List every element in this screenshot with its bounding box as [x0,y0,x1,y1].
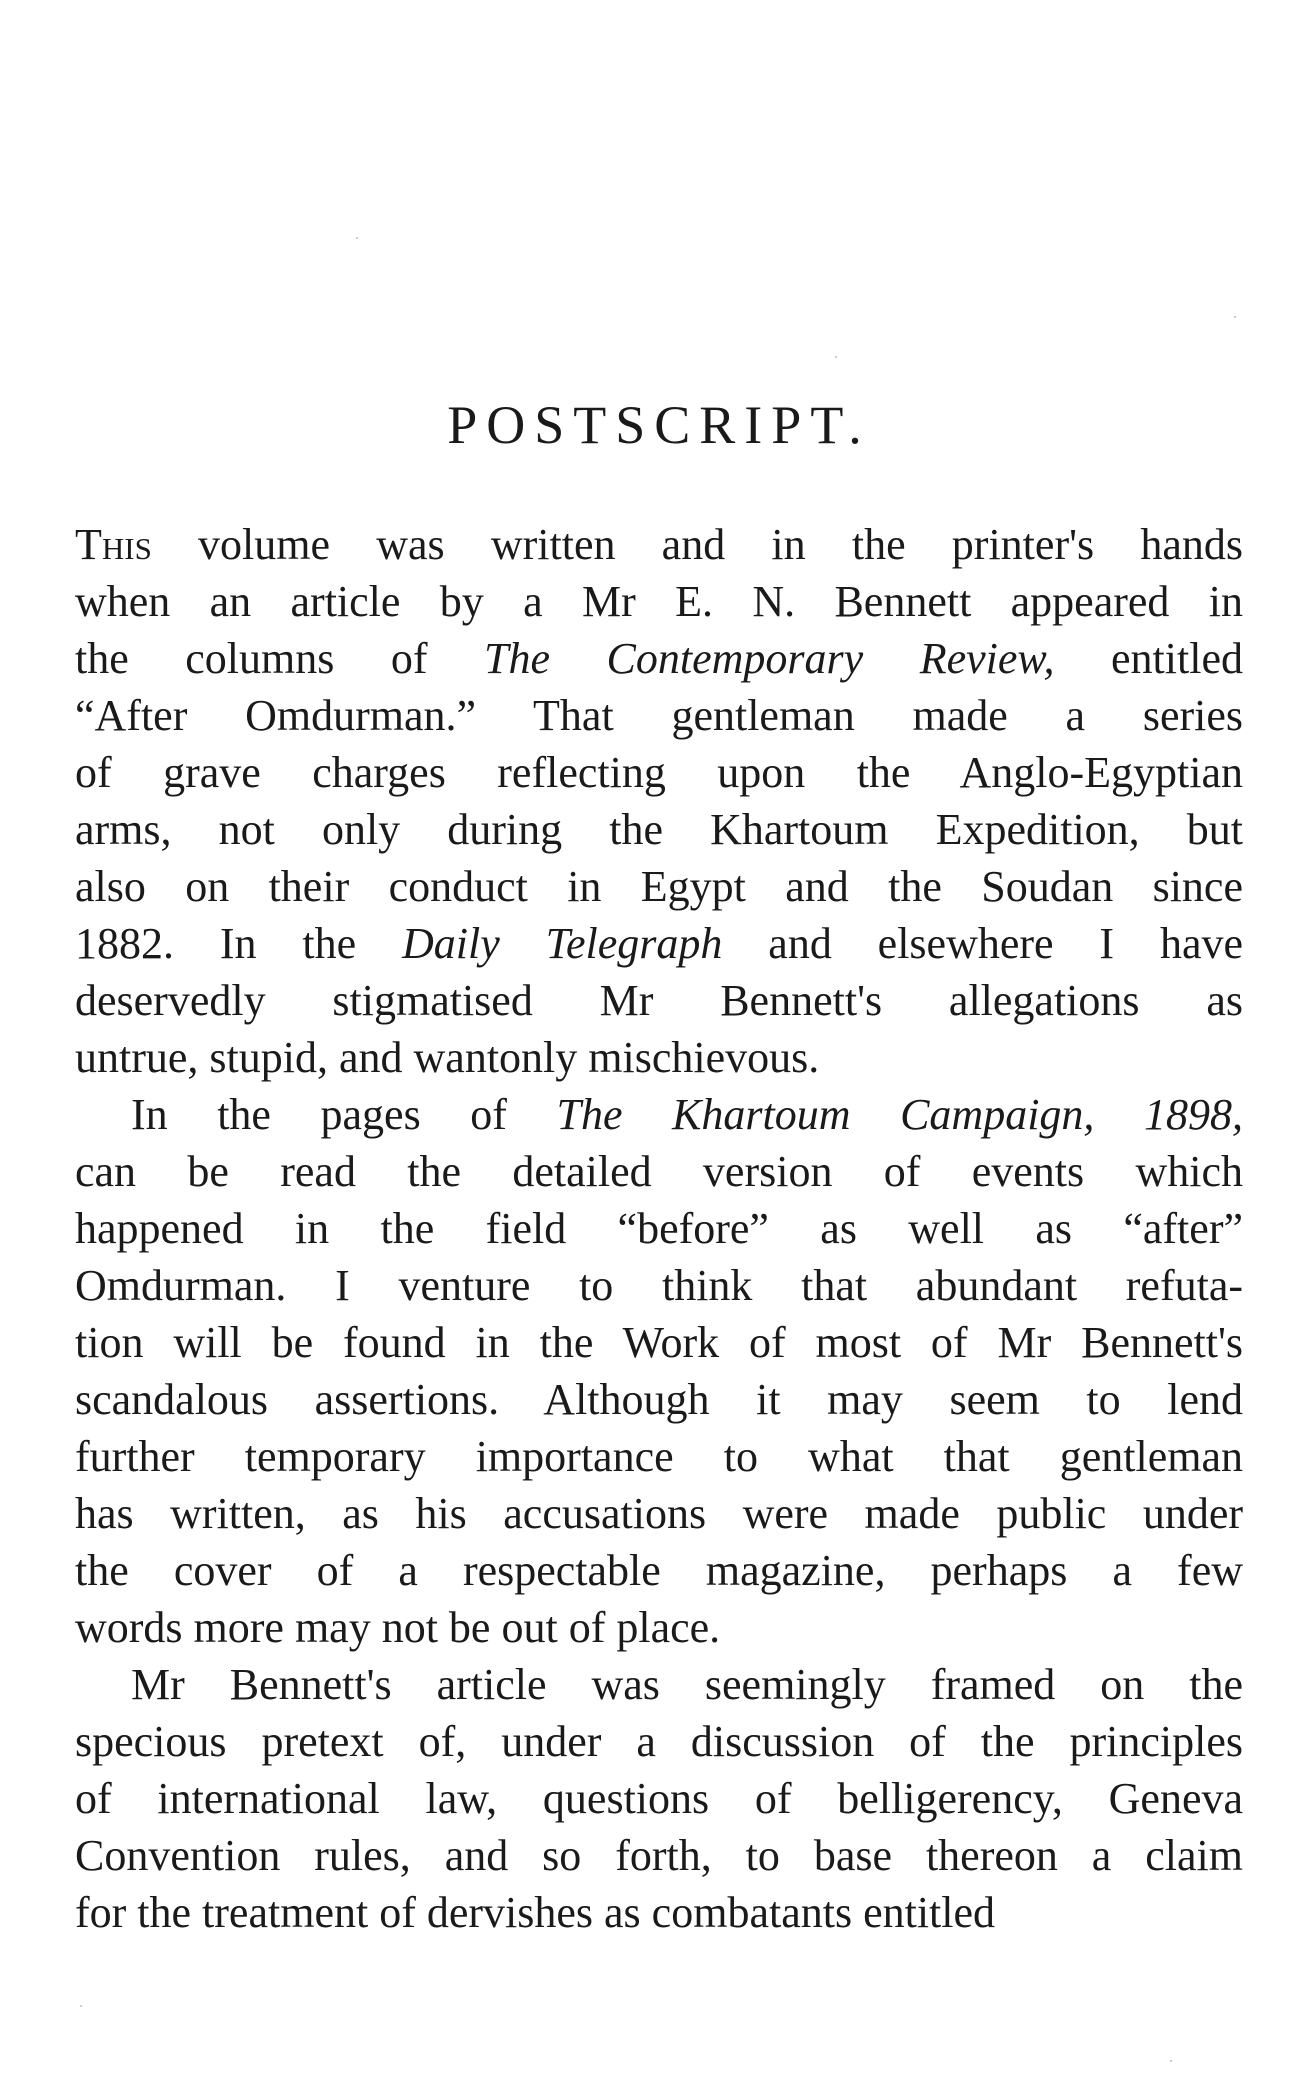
text-segment: also on their conduct in Egypt and the Soudan since [75,862,1243,911]
text-segment: Omdurman. I venture to think that abundant refuta- [75,1261,1243,1310]
page-title: POSTSCRIPT. [447,395,871,455]
text-segment: This [75,520,152,569]
text-segment: words more may not be out of place. [75,1603,721,1652]
text-segment: tion will be found in the Work of most of Mr Bennett's [75,1318,1243,1367]
text-line [75,1029,1243,1086]
text-segment: of international law, questions of belligerency, Geneva [75,1774,1243,1823]
text-line [75,1428,1243,1485]
text-line [75,1884,1243,1941]
text-line [75,1314,1243,1371]
text-segment: specious pretext of, under a discussion of the principles [75,1717,1243,1766]
text-line [75,516,1243,573]
text-segment: for the treatment of dervishes as combatants entitled [75,1888,996,1937]
text-line [75,1542,1243,1599]
text-line [75,1656,1243,1713]
paragraph [75,516,1243,1086]
paragraph [75,1656,1243,1941]
text-segment: the cover of a respectable magazine, perhaps a few [75,1546,1243,1595]
text-line [75,972,1243,1029]
text-line [75,1713,1243,1770]
text-segment: “After Omdurman.” That gentleman made a series [75,691,1243,740]
text-line [75,1371,1243,1428]
text-segment: the columns of [75,634,485,683]
text-segment: of grave charges reflecting upon the Anglo-Egyptian [75,748,1243,797]
text-line [75,1827,1243,1884]
text-line [75,1485,1243,1542]
body-text [75,516,1243,1941]
text-line [75,1770,1243,1827]
text-line [75,1200,1243,1257]
text-segment: has written, as his accusations were made public under [75,1489,1243,1538]
text-line [75,1143,1243,1200]
text-segment: Convention rules, and so forth, to base thereon a claim [75,1831,1243,1880]
document-page [75,0,1243,2099]
text-segment: Mr Bennett's article was seemingly framed on the [131,1660,1243,1709]
text-line [75,744,1243,801]
text-segment: In the pages of [131,1090,557,1139]
text-segment: The Khartoum Campaign, 1898, [556,1090,1243,1139]
text-segment: entitled [1054,634,1243,683]
text-line [75,801,1243,858]
text-segment: 1882. In the [75,919,402,968]
text-segment: Daily Telegraph [401,919,723,968]
text-segment: can be read the detailed version of events which [75,1147,1243,1196]
paragraph [75,1086,1243,1656]
text-segment: when an article by a Mr E. N. Bennett appeared in [75,577,1243,626]
text-line [75,1599,1243,1656]
text-segment: volume was written and in the printer's hands [151,520,1243,569]
text-segment: and elsewhere I have [722,919,1243,968]
text-line [75,1086,1243,1143]
text-segment: scandalous assertions. Although it may seem to lend [75,1375,1243,1424]
text-segment: deservedly stigmatised Mr Bennett's allegations as [75,976,1243,1025]
text-line [75,915,1243,972]
text-segment: untrue, stupid, and wantonly mischievous. [75,1033,820,1082]
text-line [75,573,1243,630]
text-segment: further temporary importance to what that gentleman [75,1432,1243,1481]
text-line [75,687,1243,744]
text-line [75,630,1243,687]
text-segment: The Contemporary Review, [484,634,1055,683]
text-segment: arms, not only during the Khartoum Expedition, but [75,805,1243,854]
text-segment: happened in the field “before” as well as “after” [75,1204,1243,1253]
text-line [75,1257,1243,1314]
text-line [75,858,1243,915]
